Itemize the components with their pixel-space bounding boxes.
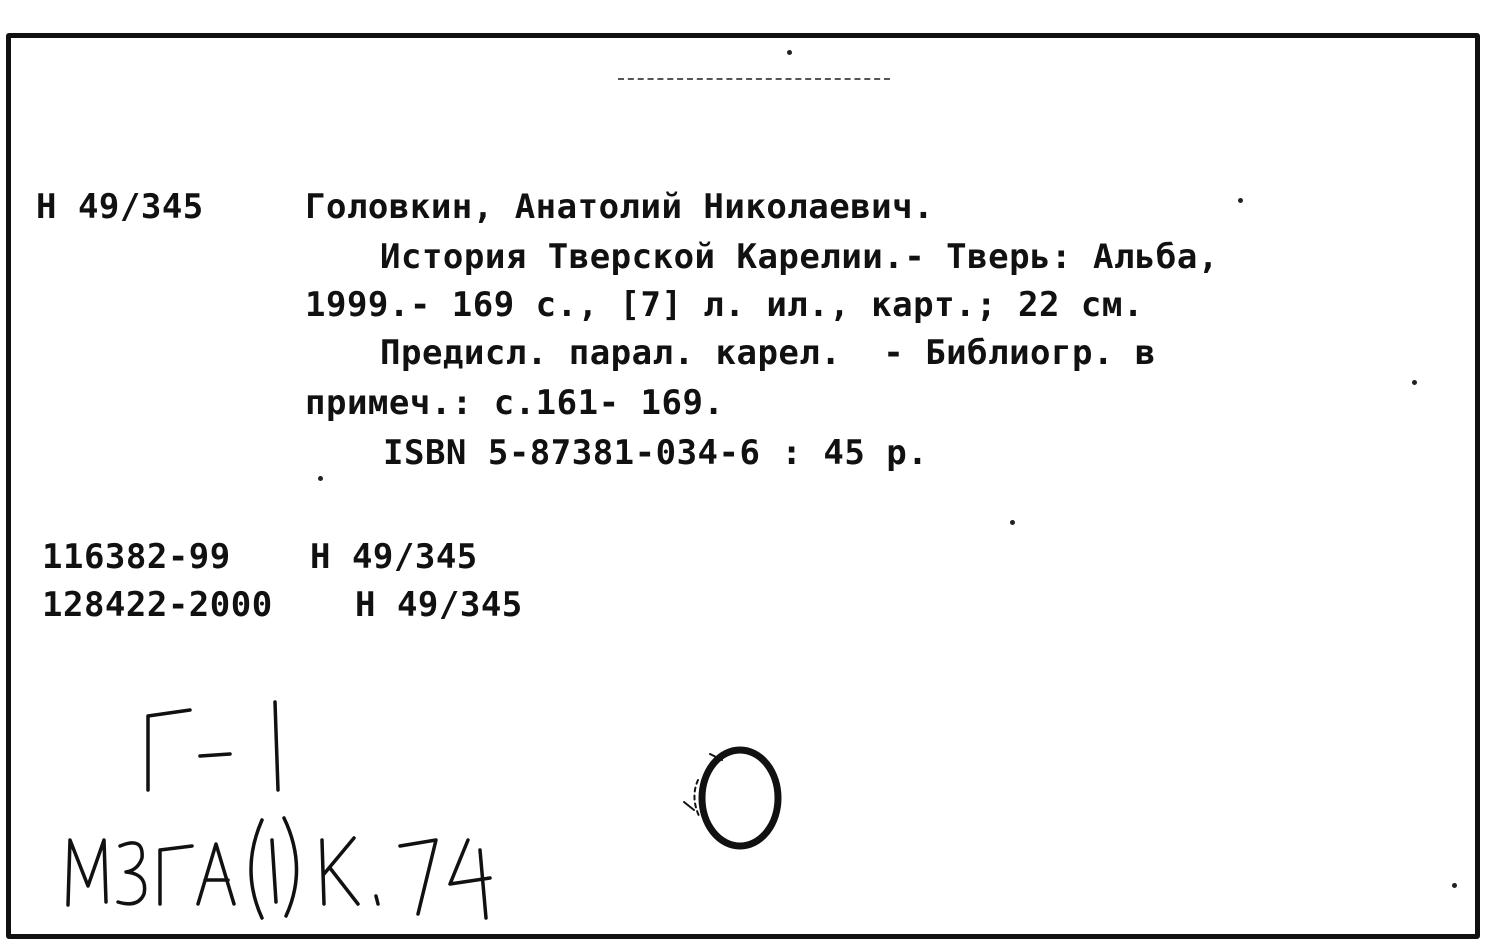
holding-call-2: Н 49/345 (355, 585, 523, 625)
notes-line-2: примеч.: с.161- 169. (305, 383, 725, 423)
scan-speck (787, 50, 792, 55)
stamp-mark (670, 740, 800, 860)
scan-speck (1412, 380, 1417, 385)
scan-speck (1452, 883, 1457, 888)
scan-speck (1010, 520, 1015, 525)
author-heading: Головкин, Анатолий Николаевич. (305, 187, 935, 227)
scan-speck (1238, 198, 1243, 203)
title-statement: История Тверской Карелии.- Тверь: Альба, (380, 237, 1219, 277)
notes-line-1: Предисл. парал. карел. - Библиогр. в (380, 333, 1156, 373)
call-number: Н 49/345 (36, 187, 204, 227)
holding-number-1: 116382-99 (42, 537, 231, 577)
holding-call-1: Н 49/345 (310, 537, 478, 577)
top-dashed-rule (618, 78, 890, 80)
scan-speck (318, 476, 323, 481)
handwritten-annotation (40, 690, 560, 930)
imprint-statement: 1999.- 169 с., [7] л. ил., карт.; 22 см. (305, 285, 1144, 325)
isbn-line: ISBN 5-87381-034-6 : 45 р. (383, 433, 929, 473)
holding-number-2: 128422-2000 (42, 585, 273, 625)
